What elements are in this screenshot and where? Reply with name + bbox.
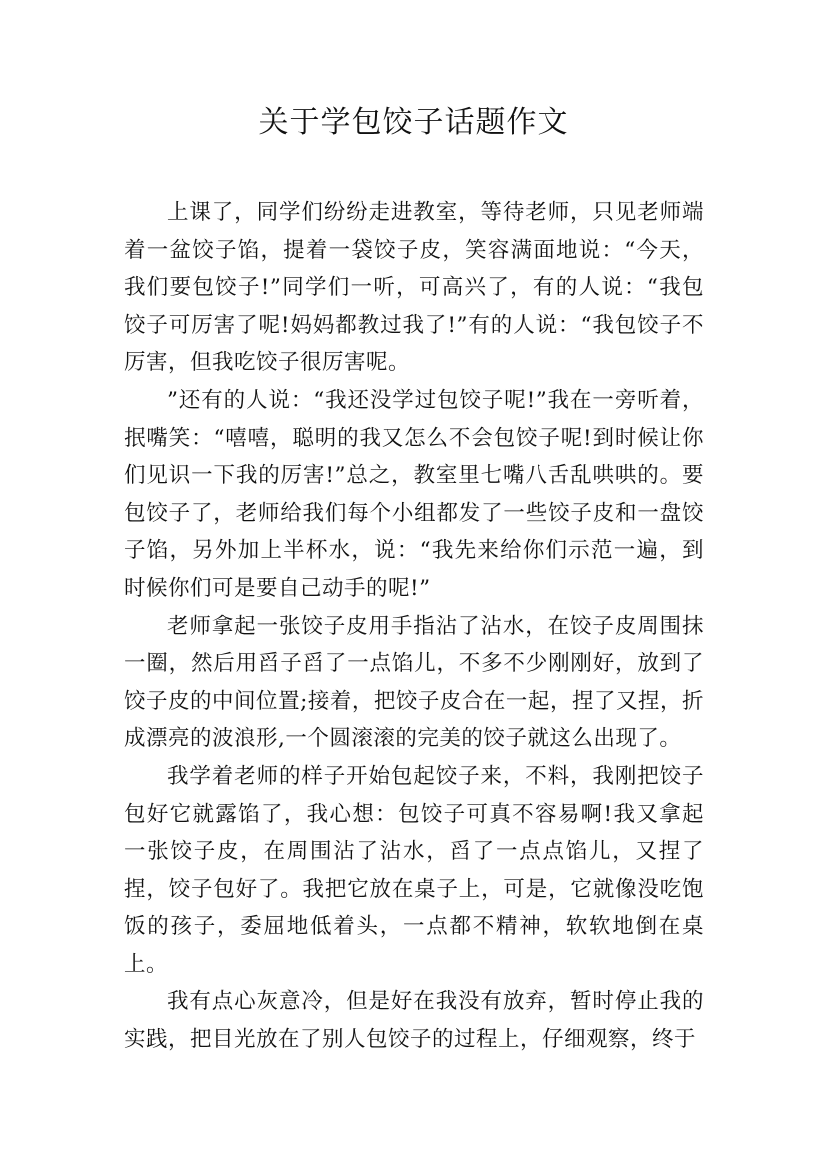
paragraph-5: 我有点心灰意冷，但是好在我没有放弃，暂时停止我的实践，把目光放在了别人包饺子的过程上，仔细观察，终于 <box>124 989 704 1053</box>
paragraph-1: 上课了，同学们纷纷走进教室，等待老师，只见老师端着一盆饺子馅，提着一袋饺子皮，笑容满面地说：“今天，我们要包饺子!”同学们一听，可高兴了，有的人说：“我包饺子可厉害了呢!妈妈都教过我了!”有的人说：“我包饺子不厉害，但我吃饺子很厉害呢。 <box>124 200 704 376</box>
document-body <box>124 194 704 1059</box>
paragraph-3: 老师拿起一张饺子皮用手指沾了沾水，在饺子皮周围抹一圈，然后用舀子舀了一点馅儿，不多不少刚刚好，放到了饺子皮的中间位置;接着，把饺子皮合在一起，捏了又捏，折成漂亮的波浪形,一个圆滚滚的完美的饺子就这么出现了。 <box>124 613 704 752</box>
paragraph-4: 我学着老师的样子开始包起饺子来，不料，我刚把饺子包好它就露馅了，我心想：包饺子可真不容易啊!我又拿起一张饺子皮，在周围沾了沾水，舀了一点点馅儿，又捏了捏，饺子包好了。我把它放在桌子上，可是，它就像没吃饱饭的孩子，委屈地低着头，一点都不精神，软软地倒在桌上。 <box>124 763 704 977</box>
paragraph-2: ”还有的人说：“我还没学过包饺子呢!”我在一旁听着，抿嘴笑：“嘻嘻，聪明的我又怎么不会包饺子呢!到时候让你们见识一下我的厉害!”总之，教室里七嘴八舌乱哄哄的。要包饺子了，老师给我们每个小组都发了一些饺子皮和一盘饺子馅，另外加上半杯水，说：“我先来给你们示范一遍，到时候你们可是要自己动手的呢!” <box>124 387 704 601</box>
document-title: 关于学包饺子话题作文 <box>258 105 569 140</box>
